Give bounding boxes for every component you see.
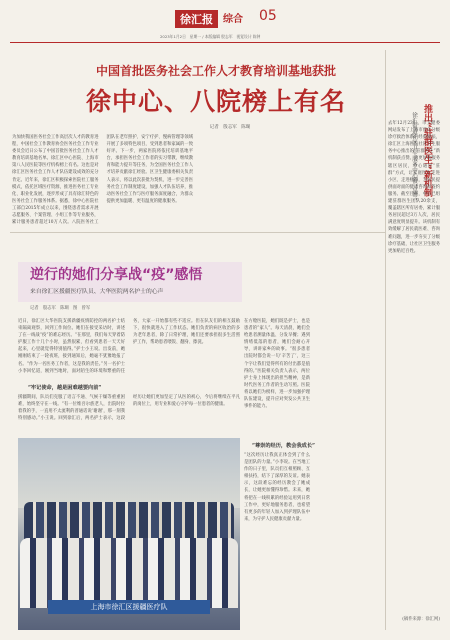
second-right-body: 在方舱医院，她们既是护士，也是患者的“家人”。每天清晨，她们会给患者测量体温、分发早餐；遇到情绪低落的患者，她们会耐心开导，讲讲家乡的故事。“很多患者出院时都会说一句‘辛苦了’，这三个字让我们觉得所有的付出都是值得的。”医院相关负责人表示，两位护士身上体现出的担当精神，是新时代医务工作者的生动写照。医院将以她们为榜样，进一步加强护理队伍建设，提升应对突发公共卫生事件的能力。 [244, 319, 310, 410]
section-divider [10, 232, 385, 233]
top-rule [10, 42, 440, 43]
page-number: 05 [259, 8, 277, 24]
second-byline: 记者 殷志军 陈瑚 图 曾军 [30, 306, 91, 311]
masthead-logo: 徐汇报 [175, 10, 218, 28]
photo-people-front [20, 538, 238, 608]
team-photo [18, 438, 240, 630]
second-subtitle-2: “尊崇的经历，教会我成长” [252, 443, 316, 449]
photo-building [18, 438, 240, 508]
masthead [175, 8, 295, 30]
sidebar-subtitle: 徐汇街道社区卫生服务中心被“点赞” [411, 112, 417, 201]
lead-body: 为加快我国医务社会工作高层次人才的教育进程，中国社会工作教育协会医务社会工作专业委员会近日公布了中国首批医务社会工作人才教育培训基地名单。徐汇区中心医院、上海市第八人民医院等医疗机构榜上有名。这也是对徐汇区医务社会工作人才队伍建设成效的充分肯定。近年来，徐汇区积极探索医院社工服务模式，依托区域医疗资源，推进医务社工专业化、职业化发展，逐步形成了具有徐汇特色的医务社会工作服务体系。据悉，徐中心医院社工部自2015年成立以来，围绕患者需求开展志愿服务、个案管理、小组工作等专业服务，累计服务患者超过10万人次。八院医务社工团队在老年照护、安宁疗护、慢病管理等领域开展了多项特色项目，受到患者和家属的一致好评。下一步，两家医院将依托培训基地平台，承担医务社会工作者的实习带教、继续教育和能力提升等任务，为全国医务社会工作人才培养贡献徐汇经验。区卫生健康委相关负责人表示，将以此次获批为契机，进一步完善医务社会工作制度建设，加强人才队伍培养，推动医务社会工作与医疗服务深度融合，为群众提供更加温暖、更有温度的健康服务。 [12, 135, 193, 226]
second-subtitle-1-body: 援疆期间，队员们克服了语言不通、气候干燥等重重困难，始终坚守在一线。“有一位维吾尔族老人，出院时拉着我的手，一直用不太流利的普通话说‘谢谢’，那一刻我特别感动。”小王说。回到徐汇后，两名护士表示，这段经历让她们更加坚定了从医的初心，今后将继续在平凡的岗位上，用专业和爱心守护每一位患者的健康。 [18, 395, 240, 422]
sidebar-credit: (稿件来源：徐汇网) [402, 617, 440, 622]
second-headline: 逆行的她们分享战“疫”感悟 [30, 267, 203, 283]
sidebar-tag: 推出“驻群医生”新机制 [422, 104, 432, 197]
lead-kicker: 中国首批医务社会工作人才教育培训基地获批 [95, 64, 336, 78]
sidebar-body: 去年12月23日，市卫健委网站发布了上海市优化分级诊疗救治体系的经验做法，徐汇区上海医院社区卫生服务中心推出的“驻群医生”新机制获点赞。为更好地服务辖区居民，中心通过“驻群”方式，让家庭医生走进小区、走进楼组，为居民提供面对面的健康咨询和签约服务。截至目前，中心已组建驻群医生团队20余支，覆盖辖区所有居委，累计服务居民超过3万人次，居民满意度明显提升。该机制有效缓解了居民就医难、咨询难问题，进一步夯实了分级诊疗基础，让社区卫生服务更加贴近百姓。 [388, 121, 440, 254]
second-subtitle-1: “牢记使命，越是困难越要向前” [28, 385, 102, 391]
lead-byline: 记者 殷志军 陈瑚 [209, 125, 251, 130]
sidebar-divider [385, 50, 386, 630]
second-subtitle-2-body: “这次经历让我真正体会到了什么是团队的力量。”小李说。在当地工作的日子里，队员们互相照顾、互相扶持，结下了深厚的友谊。她表示，这段难忘的经历教会了她成长，让她更加懂得珍惜。未来，她将把在一线积累的经验运用到日常工作中，更好地服务患者，也希望有更多的年轻人加入到护理队伍中来，为守护人民健康贡献力量。 [244, 453, 310, 522]
second-subhead: 来自徐汇区援疆医疗队员、大华医院两名护士的心声 [30, 289, 164, 295]
date-line: 2023年1月2日 星期一 / 本版编辑 殷志军 视觉设计 陈钟 [160, 34, 261, 39]
lead-headline: 徐中心、八院榜上有名 [85, 87, 346, 116]
photo-banner: 上海市徐汇区援疆医疗队 [48, 600, 210, 614]
second-body: 近日，徐汇区大华医院支援新疆疫情防控的两名护士结束隔离观察，回到工作岗位。她们在接受采访时，讲述了在一线战“疫”的难忘经历。“在那里，我们每天穿着防护服工作十几个小时，虽然很累，但看到患者一天天好起来，心里就觉得特别值得。”护士小王说。出发前，她刚刚结束了一轮夜班，接到通知后，她毫不犹豫地报了名。“作为一名医务工作者，这是我的责任。”另一名护士小李回忆道，刚到当地时，面对陌生的环境和繁重的任务，大家一开始都有些不适应。但在队友们的相互鼓励下，很快就进入了工作状态。她们负责的病区收治的多为老年患者，除了日常护理，她们还要承担很多生活照护工作，帮助患者喂饭、翻身、擦洗。 [18, 319, 240, 374]
masthead-section: 综合 [223, 14, 243, 25]
